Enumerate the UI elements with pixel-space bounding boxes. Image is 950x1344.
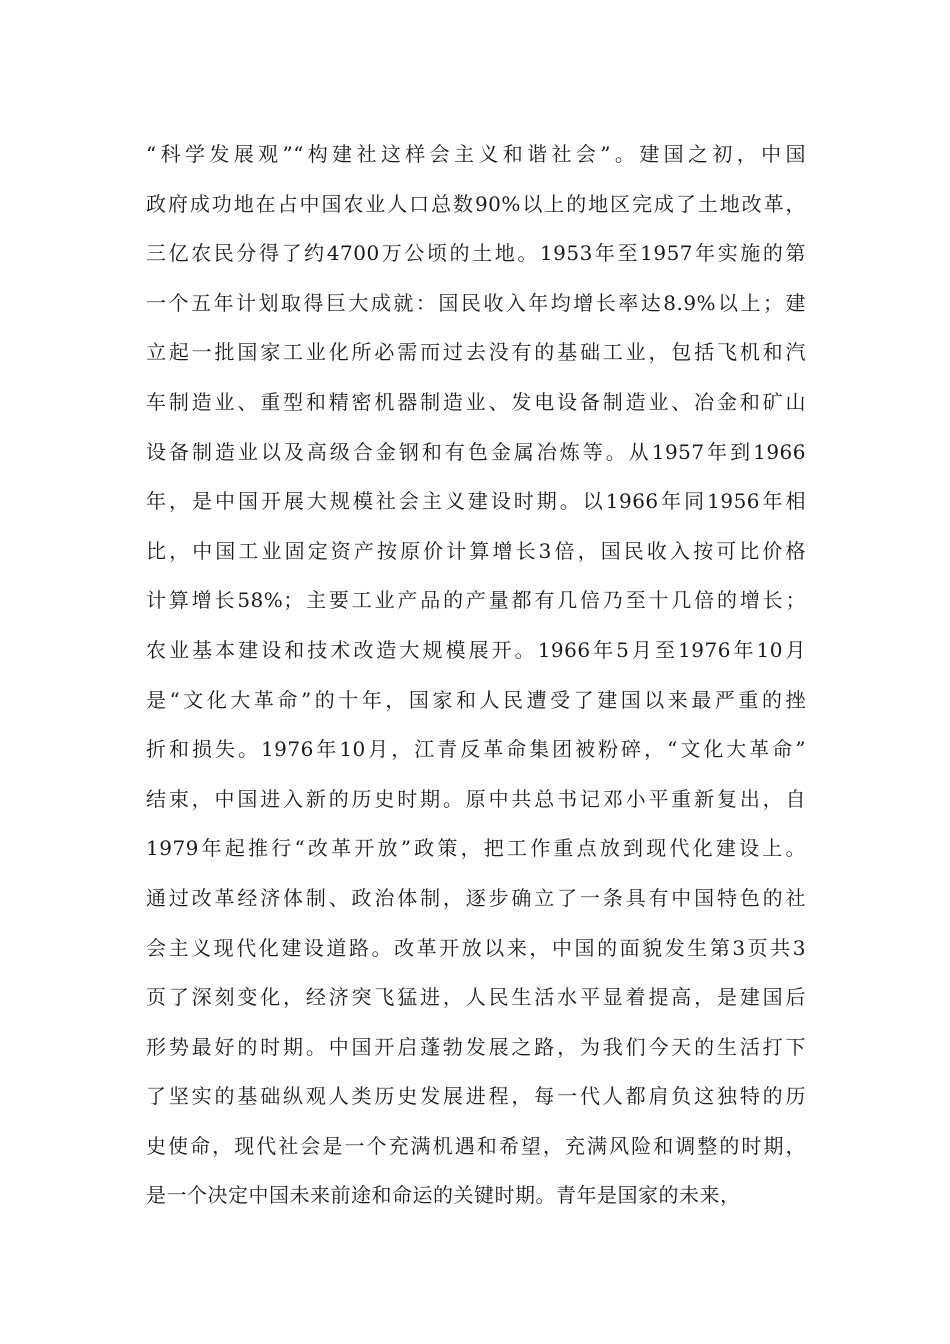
text-line: 是一个决定中国未来前途和命运的关键时期。青年是国家的未来， [146, 1183, 741, 1208]
text-line: 年，是中国开展大规模社会主义建设时期。以1966年同1956年相 [146, 489, 806, 514]
text-line: 农业基本建设和技术改造大规模展开。1966年5月至1976年10月 [146, 637, 806, 662]
text-line: 1979年起推行“改革开放”政策，把工作重点放到现代化建设上。 [146, 836, 806, 861]
text-line: 设备制造业以及高级合金钢和有色金属冶炼等。从1957年到1966 [146, 439, 806, 464]
text-line: 史使命，现代社会是一个充满机遇和希望，充满风险和调整的时期， [146, 1133, 806, 1158]
text-line: “科学发展观”“构建社这样会主义和谐社会”。建国之初，中国 [146, 142, 806, 166]
text-line: 立起一批国家工业化所必需而过去没有的基础工业，包括飞机和汽 [146, 340, 806, 365]
text-line: 会主义现代化建设道路。改革开放以来，中国的面貌发生第3页共3 [146, 935, 806, 960]
text-line: 三亿农民分得了约4700万公顷的土地。1953年至1957年实施的第 [146, 241, 806, 266]
text-line: 结束，中国进入新的历史时期。原中共总书记邓小平重新复出，自 [146, 786, 806, 811]
body-text [146, 130, 806, 1221]
text-line: 通过改革经济体制、政治体制，逐步确立了一条具有中国特色的社 [146, 885, 806, 910]
text-line: 是“文化大革命”的十年，国家和人民遭受了建国以来最严重的挫 [146, 687, 806, 712]
text-line: 政府成功地在占中国农业人口总数90%以上的地区完成了土地改革， [146, 191, 806, 216]
text-line: 折和损失。1976年10月，江青反革命集团被粉碎，“文化大革命” [146, 737, 806, 762]
text-line: 车制造业、重型和精密机器制造业、发电设备制造业、冶金和矿山 [146, 389, 806, 414]
text-line: 页了深刻变化，经济突飞猛进，人民生活水平显着提高，是建国后 [146, 985, 806, 1010]
text-line: 比，中国工业固定资产按原价计算增长3倍，国民收入按可比价格 [146, 538, 806, 563]
text-line: 了坚实的基础纵观人类历史发展进程，每一代人都肩负这独特的历 [146, 1084, 806, 1109]
text-line: 形势最好的时期。中国开启蓬勃发展之路，为我们今天的生活打下 [146, 1034, 806, 1059]
text-line: 一个五年计划取得巨大成就：国民收入年均增长率达8.9%以上；建 [146, 290, 806, 315]
text-line: 计算增长58%；主要工业产品的产量都有几倍乃至十几倍的增长； [146, 588, 806, 613]
